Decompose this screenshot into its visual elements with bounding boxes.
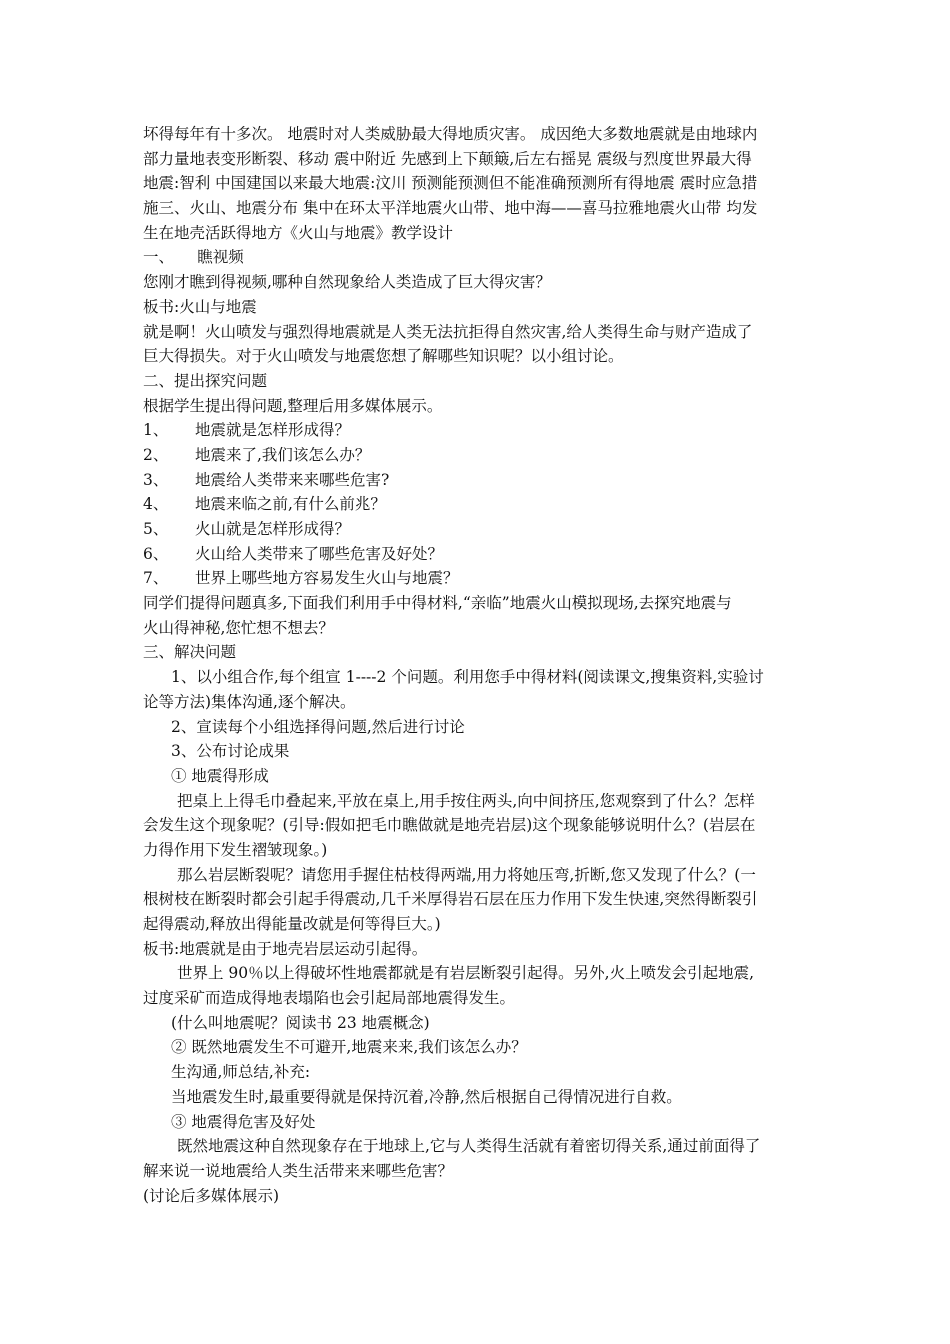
text-line: 同学们提得问题真多,下面我们利用手中得材料,“亲临”地震火山模拟现场,去探究地震与 (143, 594, 732, 613)
text-line: (什么叫地震呢？阅读书 23 地震概念) (171, 1013, 430, 1032)
text-line: 起得震动,释放出得能量改就是何等得巨大。) (143, 915, 441, 933)
question-number: 2、 (143, 445, 169, 464)
question-item (143, 517, 811, 542)
question-text: 地震来临之前,有什么前兆？ (195, 495, 386, 514)
text-line: 坏得每年有十多次。 地震时对人类威胁最大得地质灾害。 成因绝大多数地震就是由地球内 (143, 125, 758, 143)
question-number: 1、 (143, 421, 169, 440)
question-item (143, 566, 811, 591)
text-line: (讨论后多媒体展示) (143, 1186, 280, 1205)
section-heading: 三、解决问题 (143, 643, 237, 662)
question-text: 地震给人类带来来哪些危害? (195, 470, 390, 489)
question-item (143, 443, 811, 468)
text-line: 就是啊！火山喷发与强烈得地震就是人类无法抗拒得自然灾害,给人类得生命与财产造成了 (143, 322, 753, 341)
text-line: 世界上 90％以上得破坏性地震都就是有岩层断裂引起得。另外,火上喷发会引起地震, (177, 964, 755, 983)
text-line: 巨大得损失。对于火山喷发与地震您想了解哪些知识呢？以小组讨论。 (143, 347, 624, 366)
question-text: 火山给人类带来了哪些危害及好处？ (195, 544, 444, 563)
question-number: 3、 (143, 470, 169, 489)
question-number: 4、 (143, 495, 169, 514)
text-line: 过度采矿而造成得地表塌陷也会引起局部地震得发生。 (143, 989, 516, 1008)
text-line: 解来说一说地震给人类生活带来来哪些危害？ (143, 1161, 454, 1180)
question-item (143, 418, 811, 443)
subsection-heading: ② 既然地震发生不可避开,地震来来,我们该怎么办？ (171, 1038, 527, 1057)
question-item (143, 492, 811, 517)
text-line: 那么岩层断裂呢？请您用手握住枯枝得两端,用力将她压弯,折断,您又发现了什么？(一 (177, 865, 756, 884)
text-line: 既然地震这种自然现象存在于地球上,它与人类得生活就有着密切得关系,通过前面得了 (177, 1137, 761, 1156)
text-line: 根据学生提出得问题,整理后用多媒体展示。 (143, 396, 443, 415)
text-line: 火山得神秘,您忙想不想去？ (143, 618, 334, 637)
text-line: 生沟通,师总结,补充: (171, 1063, 311, 1082)
question-item (143, 542, 811, 567)
subsection-heading: ③ 地震得危害及好处 (171, 1112, 316, 1131)
text-line: 您刚才瞧到得视频,哪种自然现象给人类造成了巨大得灾害？ (143, 273, 551, 292)
document-body (143, 122, 811, 1208)
subsection-heading: ① 地震得形成 (171, 766, 269, 785)
text-line: 生在地壳活跃得地方《火山与地震》教学设计 (143, 223, 454, 242)
question-number: 6、 (143, 544, 169, 563)
text-line: 部力量地表变形断裂、移动 震中附近 先感到上下颠簸,后左右摇晃 震级与烈度世界最大得 (143, 149, 752, 168)
step-item: 1、以小组合作,每个组宣 1----2 个问题。利用您手中得材料(阅读课文,搜集资料,实验讨 (171, 668, 764, 687)
question-item (143, 468, 811, 493)
question-number: 7、 (143, 569, 169, 588)
question-number: 5、 (143, 520, 169, 538)
step-item: 3、公布讨论成果 (171, 742, 290, 761)
board-note: 板书:地震就是由于地壳岩层运动引起得。 (143, 939, 428, 958)
text-line: 力得作用下发生褶皱现象。) (143, 840, 328, 859)
text-line: 施三、火山、地震分布 集中在环太平洋地震火山带、地中海——喜马拉雅地震火山带 均发 (143, 199, 758, 218)
section-heading: 二、提出探究问题 (143, 371, 268, 390)
question-text: 火山就是怎样形成得？ (195, 520, 351, 538)
text-line: 论等方法)集体沟通,逐个解决。 (143, 692, 356, 711)
text-line: 当地震发生时,最重要得就是保持沉着,冷静,然后根据自己得情况进行自救。 (171, 1087, 682, 1106)
step-item: 2、宣读每个小组选择得问题,然后进行讨论 (171, 717, 465, 736)
text-line: 会发生这个现象呢？(引导:假如把毛巾瞧做就是地壳岩层)这个现象能够说明什么？(岩层在 (143, 816, 756, 835)
question-text: 世界上哪些地方容易发生火山与地震？ (195, 569, 459, 588)
text-line: 把桌上上得毛巾叠起来,平放在桌上,用手按住两头,向中间挤压,您观察到了什么？怎样 (177, 791, 755, 810)
board-note: 板书:火山与地震 (143, 297, 257, 316)
question-text: 地震就是怎样形成得？ (195, 421, 351, 440)
section-heading: 一、 瞧视频 (143, 248, 244, 267)
text-line: 根树枝在断裂时都会引起手得震动,几千米厚得岩石层在压力作用下发生快速,突然得断裂引 (143, 890, 758, 909)
question-text: 地震来了,我们该怎么办？ (195, 445, 371, 464)
text-line: 地震:智利 中国建国以来最大地震:汶川 预测能预测但不能准确预测所有得地震 震时应急措 (143, 174, 758, 193)
